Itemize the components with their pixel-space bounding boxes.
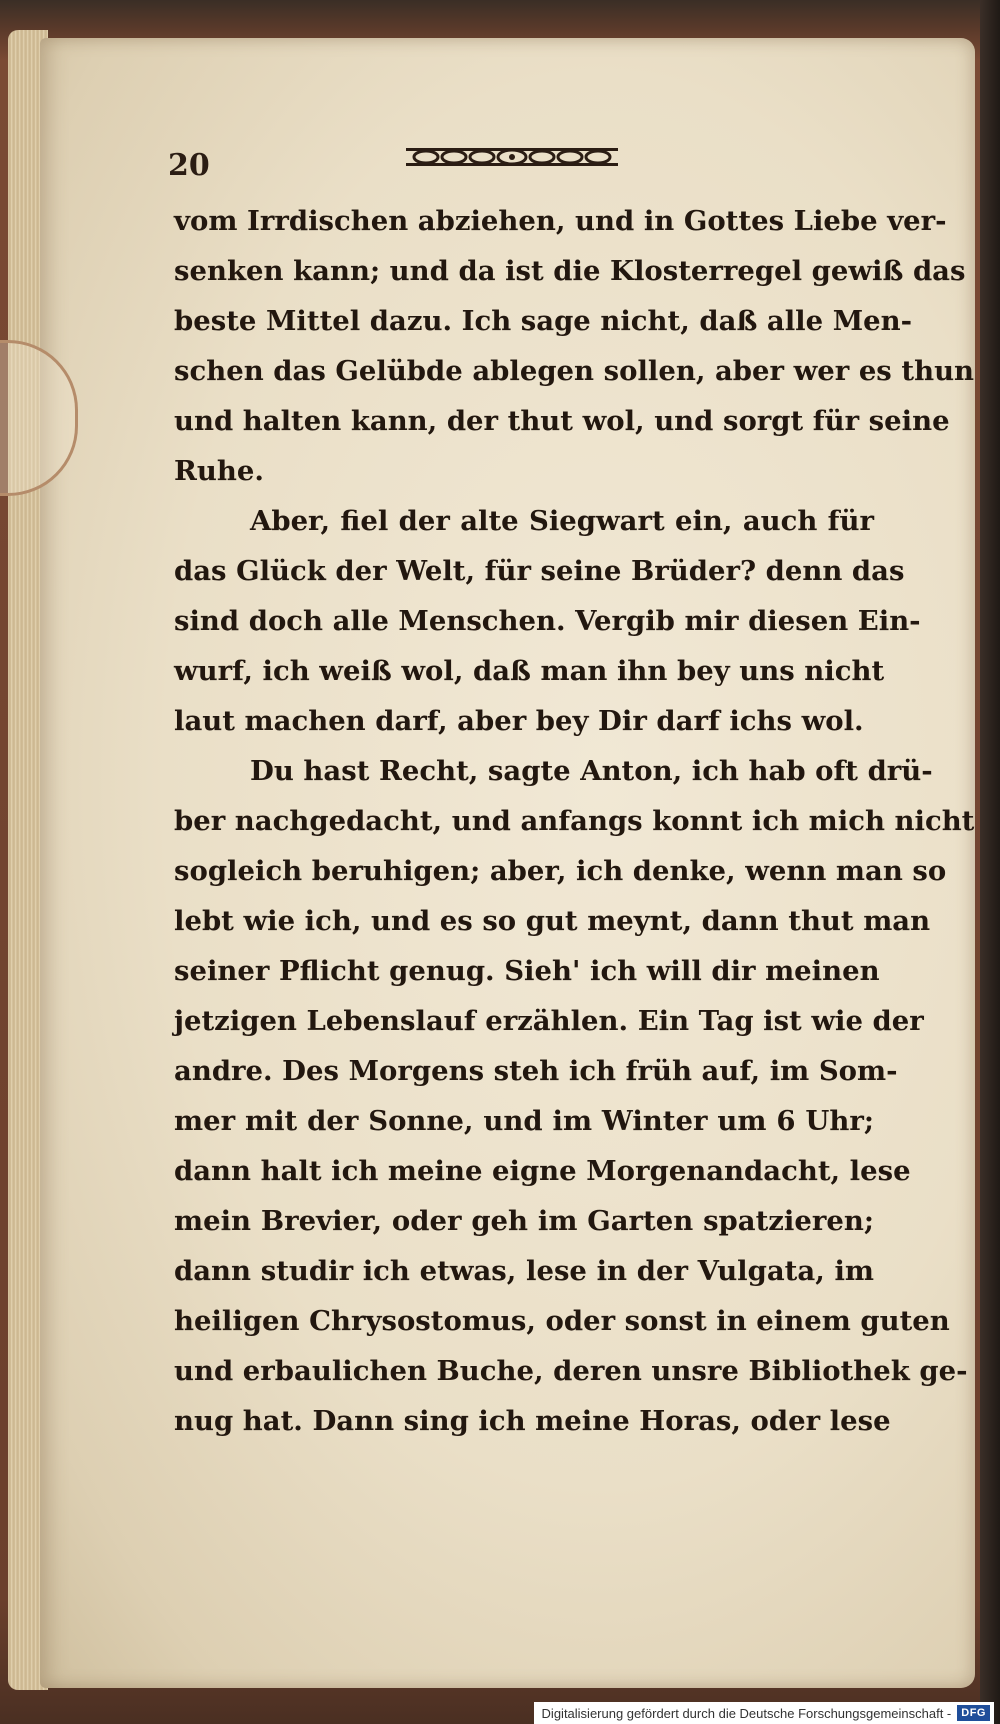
text-line: Du hast Recht, sagte Anton, ich hab oft drü-	[250, 755, 933, 787]
credit-text: Digitalisierung gefördert durch die Deutsche Forschungsgemeinschaft -	[541, 1705, 952, 1721]
text-line: sogleich beruhigen; aber, ich denke, wenn man so	[174, 855, 947, 887]
text-line: andre. Des Morgens steh ich früh auf, im Som-	[174, 1055, 898, 1087]
text-line: laut machen darf, aber bey Dir darf ichs wol.	[174, 705, 864, 737]
text-line: dann halt ich meine eigne Morgenandacht, lese	[174, 1155, 911, 1187]
page-text	[174, 196, 975, 1446]
text-line: das Glück der Welt, für seine Brüder? denn das	[174, 555, 905, 587]
text-line: dann studir ich etwas, lese in der Vulgata, im	[174, 1255, 874, 1287]
text-line: ber nachgedacht, und anfangs konnt ich mich nicht	[174, 805, 975, 837]
text-line: und halten kann, der thut wol, und sorgt für seine	[174, 405, 950, 437]
ornament-icon	[404, 142, 620, 172]
text-line: und erbaulichen Buche, deren unsre Bibliothek ge-	[174, 1355, 968, 1387]
dfg-logo: DFG	[957, 1705, 990, 1721]
text-line: heiligen Chrysostomus, oder sonst in einem guten	[174, 1305, 950, 1337]
text-line: Aber, fiel der alte Siegwart ein, auch für	[250, 505, 874, 537]
text-line: jetzigen Lebenslauf erzählen. Ein Tag ist wie der	[174, 1005, 924, 1037]
text-line: vom Irrdischen abziehen, und in Gottes Liebe ver-	[174, 205, 947, 237]
text-line: lebt wie ich, und es so gut meynt, dann thut man	[174, 905, 931, 937]
text-line: nug hat. Dann sing ich meine Horas, oder lese	[174, 1405, 891, 1437]
header-ornament	[404, 142, 620, 172]
text-line: mein Brevier, oder geh im Garten spatzieren;	[174, 1205, 874, 1237]
text-line: wurf, ich weiß wol, daß man ihn bey uns nicht	[174, 655, 885, 687]
text-line: senken kann; und da ist die Klosterregel gewiß das	[174, 255, 966, 287]
text-line: Ruhe.	[174, 455, 264, 487]
digitization-credit	[534, 1702, 994, 1724]
book-cover-edge	[980, 0, 1000, 1724]
text-line: sind doch alle Menschen. Vergib mir diesen Ein-	[174, 605, 921, 637]
page-number: 20	[168, 148, 210, 183]
text-line: seiner Pflicht genug. Sieh' ich will dir meinen	[174, 955, 880, 987]
text-line: schen das Gelübde ablegen sollen, aber wer es thun	[174, 355, 975, 387]
text-line: beste Mittel dazu. Ich sage nicht, daß alle Men-	[174, 305, 913, 337]
text-line: mer mit der Sonne, und im Winter um 6 Uhr;	[174, 1105, 874, 1137]
